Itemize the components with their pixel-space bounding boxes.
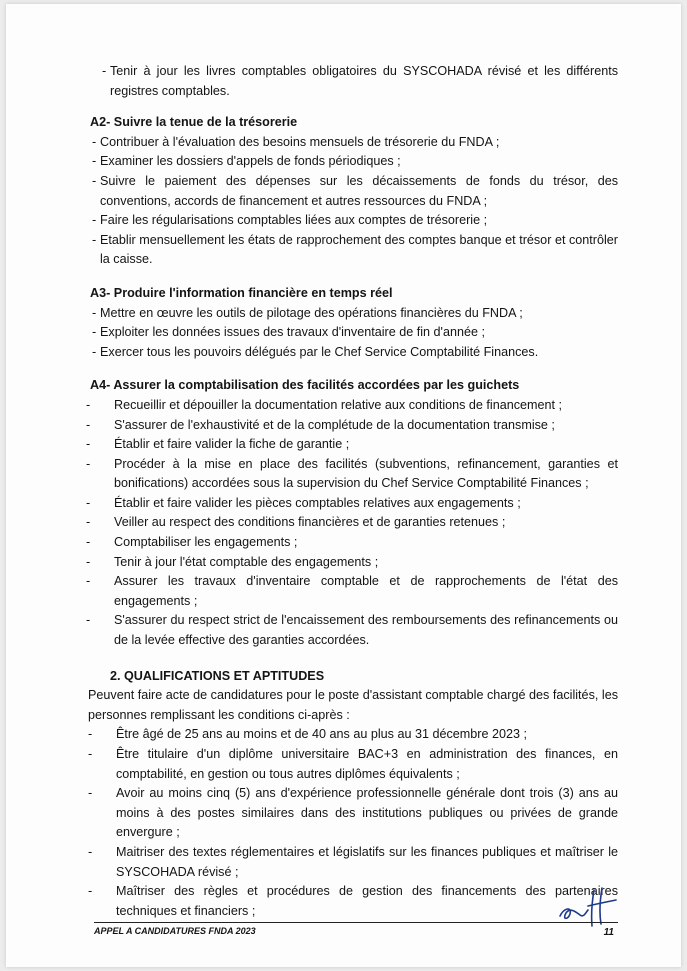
section-title-a3: A3- Produire l'information financière en temps réel	[90, 285, 393, 300]
footer-title: APPEL A CANDIDATURES FNDA 2023	[94, 926, 256, 936]
list-item: - Exercer tous les pouvoirs délégués par le Chef Service Comptabilité Finances.	[92, 344, 539, 359]
list-item: - Recueillir et dépouiller la documentation relative aux conditions de financement ;	[86, 397, 563, 412]
section-2-heading: 2. QUALIFICATIONS ET APTITUDES	[110, 668, 325, 683]
list-item: - S'assurer du respect strict de l'encaissement des remboursements des refinancements ou de la levée effective des garanties accordées.	[86, 613, 618, 648]
page-footer	[94, 922, 618, 936]
list-item: - Avoir au moins cinq (5) ans d'expérience professionnelle générale dont trois (3) ans au moins à des postes similaires dans des institutions publiques ou privées de grande envergure ;	[88, 786, 618, 840]
list-item: - Exploiter les données issues des travaux d'inventaire de fin d'année ;	[92, 325, 485, 340]
list-item: - Être âgé de 25 ans au moins et de 40 ans au plus au 31 décembre 2023 ;	[88, 727, 527, 742]
list-item: - Établir et faire valider les pièces comptables relatives aux engagements ;	[86, 495, 521, 510]
section-title-a4: A4- Assurer la comptabilisation des facilités accordées par les guichets	[90, 378, 520, 393]
section-2-intro: Peuvent faire acte de candidatures pour le poste d'assistant comptable chargé des facilités, les personnes remplissant les conditions ci-après :	[88, 688, 618, 722]
list-item: - Établir et faire valider la fiche de garantie ;	[86, 437, 350, 452]
list-item: - Tenir à jour l'état comptable des engagements ;	[86, 554, 379, 569]
list-item: - Maitriser des textes réglementaires et législatifs sur les finances publiques et maîtriser le SYSCOHADA révisé ;	[88, 844, 618, 879]
list-item: - Assurer les travaux d'inventaire comptable et de rapprochements de l'état des engagements ;	[86, 574, 618, 608]
list-item: - S'assurer de l'exhaustivité et de la complétude de la documentation transmise ;	[86, 417, 555, 432]
list-item	[102, 62, 618, 101]
list-item: - Maîtriser des règles et procédures de gestion des financements des partenaires techniques et financiers ;	[88, 884, 618, 918]
list-item: - Procéder à la mise en place des facilités (subventions, refinancement, garanties et bonifications) accordées sous la supervision du Chef Service Comptabilité Finances ;	[86, 456, 618, 491]
page-content	[86, 62, 618, 921]
list-item: - Etablir mensuellement les états de rapprochement des comptes banque et trésor et contrôler la caisse.	[92, 232, 618, 267]
page-number: 11	[603, 927, 614, 938]
a2-list	[80, 133, 618, 270]
list-item-text: Tenir à jour les livres comptables obligatoires du SYSCOHADA révisé et les différents registres comptables.	[110, 64, 618, 98]
list-item: - Être titulaire d'un diplôme universitaire BAC+3 en administration des finances, en comptabilité, en gestion ou tous autres diplômes équivalents ;	[88, 747, 618, 781]
document-page	[6, 4, 681, 967]
list-item: - Veiller au respect des conditions financières et de garanties retenues ;	[86, 515, 506, 530]
bullet-dash: -	[102, 64, 107, 78]
list-item: - Examiner les dossiers d'appels de fonds périodiques ;	[92, 154, 401, 169]
list-item: - Mettre en œuvre les outils de pilotage des opérations financières du FNDA ;	[92, 305, 523, 320]
list-item: - Comptabiliser les engagements ;	[86, 535, 298, 550]
list-item: - Faire les régularisations comptables liées aux comptes de trésorerie ;	[92, 213, 488, 228]
section-2-list	[88, 725, 618, 921]
a3-list	[80, 304, 618, 363]
list-item: - Contribuer à l'évaluation des besoins mensuels de trésorerie du FNDA ;	[92, 134, 500, 149]
a4-list	[86, 396, 618, 651]
list-item: - Suivre le paiement des dépenses sur les décaissements de fonds du trésor, des conventions, accords de financement et autres ressources du FNDA ;	[92, 173, 618, 208]
section-title-a2: A2- Suivre la tenue de la trésorerie	[90, 115, 298, 130]
